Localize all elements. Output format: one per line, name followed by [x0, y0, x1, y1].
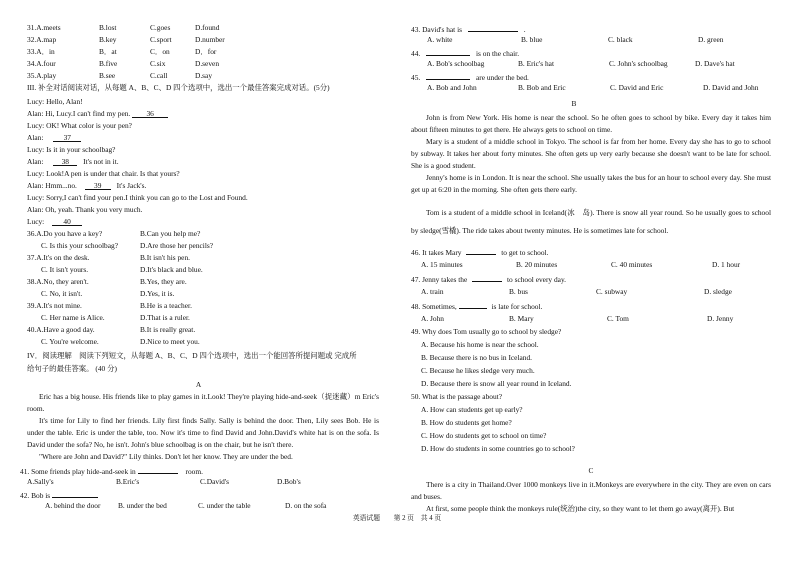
q42-stem: [20, 490, 98, 499]
dialogue-line-6: [27, 158, 119, 166]
dialogue-line-11: [27, 218, 82, 226]
dialogue-line-3: Lucy: OK! What color is your pen?: [27, 121, 132, 130]
dialogue-line-8-text: Alan: Hmm...no.: [27, 181, 77, 190]
q48-stem: [411, 301, 542, 310]
q43-stem-text: 43. David's hat is: [411, 25, 463, 34]
q47-option-c: C. subway: [596, 287, 628, 296]
q32-option-c: C.sport: [150, 35, 172, 44]
q45-option-b: B. Bob and Eric: [518, 83, 566, 92]
q37-option-b: B.It isn't his pen.: [140, 253, 190, 262]
q50-option-d: D. How do students in some countries go to school?: [421, 444, 575, 453]
page-footer: 英语试题 第 2 页 共 4 页: [352, 515, 442, 522]
q46-option-a: A. 15 minutes: [421, 260, 463, 269]
q43-option-b: B. blue: [521, 35, 543, 44]
q50-option-c: C. How do students get to school on time?: [421, 431, 547, 440]
dialogue-line-6-text: Alan:: [27, 157, 44, 166]
passage-c-paragraph-2: At first, some people think the monkeys rule(统治)the city, so they want to let them go away(离开). But: [426, 504, 735, 513]
q31-option-a: 31.A.meets: [27, 23, 61, 32]
q43-option-c: C. black: [608, 35, 633, 44]
q41-option-c: C.David's: [200, 477, 230, 486]
q41-option-b: B.Eric's: [116, 477, 140, 486]
q42-option-d: D. on the sofa: [285, 501, 327, 510]
q47-option-b: B. bus: [509, 287, 528, 296]
q45-stem-tail: are under the bed.: [475, 73, 529, 82]
q34-option-a: 34.A.four: [27, 59, 56, 68]
q40-option-d: D.Nice to meet you.: [140, 337, 200, 346]
passage-b-paragraph-3: Jenny's home is in London. It is near the school. She usually takes the bus for an hour to school every day. She must get up at 6:20 in the morning. She often gets there early.: [411, 173, 771, 194]
q49-stem: 49. Why does Tom usually go to school by sledge?: [411, 327, 562, 336]
blank-36[interactable]: 36: [132, 110, 168, 118]
q48-blank[interactable]: [459, 301, 487, 309]
dialogue-line-10: Alan: Oh, yeah. Thank you very much.: [27, 205, 143, 214]
q41-option-a: A.Sally's: [27, 477, 54, 486]
q38-option-b: B.Yes, they are.: [140, 277, 187, 286]
q36-option-c: C. Is this your schoolbag?: [41, 241, 118, 250]
q45-option-a: A. Bob and John: [427, 83, 477, 92]
dialogue-line-6-tail: It's not in it.: [83, 157, 119, 166]
q44-stem-tail: is on the chair.: [475, 49, 520, 58]
dialogue-line-5: Lucy: Is it in your schoolbag?: [27, 145, 116, 154]
q45-option-c: C. David and Eric: [610, 83, 664, 92]
q39-option-b: B.He is a teacher.: [140, 301, 192, 310]
dialogue-line-7: Lucy: Look!A pen is under that chair. Is that yours?: [27, 169, 180, 178]
q45-stem: [411, 72, 529, 81]
passage-b-paragraph-4: Tom is a student of a middle school in Iceland(冰 岛). There is snow all year round. So he usually goes to school by sledge(雪橇). The ride takes about twenty minutes. He is sometimes late for school.: [411, 208, 771, 235]
q49-option-a: A. Because his home is near the school.: [421, 340, 539, 349]
dialogue-line-4: [27, 134, 81, 142]
q32-option-a: 32.A.map: [27, 35, 57, 44]
q39-option-a: 39.A.It's not mine.: [27, 301, 82, 310]
passage-a-paragraph-3: "Where are John and David?" Lily thinks. Don't let her know. They are under the bed.: [39, 452, 293, 461]
passage-c-title: C: [588, 466, 594, 475]
q36-option-d: D.Are those her pencils?: [140, 241, 214, 250]
passage-a-paragraph-1: Eric has a big house. His friends like to play games in it.Look! They're playing hide-and-seek（捉迷藏）m Eric's room.: [27, 392, 379, 413]
q42-blank[interactable]: [52, 490, 98, 498]
q40-option-a: 40.A.Have a good day.: [27, 325, 95, 334]
q44-stem: [411, 48, 519, 57]
q45-option-d: D. David and John: [703, 83, 759, 92]
q49-option-d: D. Because there is snow all year round in Iceland.: [421, 379, 572, 388]
dialogue-line-2: [27, 110, 168, 118]
q38-option-a: 38.A.No, they aren't.: [27, 277, 89, 286]
q34-option-b: B.five: [99, 59, 118, 68]
q39-option-c: C. Her name is Alice.: [41, 313, 105, 322]
q49-option-b: B. Because there is no bus in Iceland.: [421, 353, 533, 362]
q50-option-b: B. How do students get home?: [421, 418, 512, 427]
section4-heading-line2: 给句子的最佳答案。 (40 分): [27, 364, 117, 373]
q44-stem-text: 44.: [411, 49, 421, 58]
q33-option-c: C．on: [150, 47, 170, 56]
q49-option-c: C. Because he likes sledge very much.: [421, 366, 535, 375]
q47-stem: [411, 274, 566, 283]
q31-option-b: B.lost: [99, 23, 117, 32]
dialogue-line-8: [27, 182, 146, 190]
q43-stem: [411, 24, 526, 33]
q40-option-c: C. You're welcome.: [41, 337, 99, 346]
q42-stem-text: 42. Bob is: [20, 491, 51, 500]
q47-stem-tail: to school every day.: [506, 275, 567, 284]
q42-option-c: C. under the table: [198, 501, 251, 510]
q48-option-a: A. John: [421, 314, 444, 323]
q44-option-b: B. Eric's hat: [518, 59, 555, 68]
q33-option-a: 33.A．in: [27, 47, 55, 56]
section3-heading: III. 补全对话阅读对话，从每题 A、B、C、D 四个选项中，选出一个最佳答案完成对话。(5分): [27, 83, 330, 92]
q35-option-b: B.see: [99, 71, 116, 80]
q47-option-d: D. sledge: [704, 287, 732, 296]
q46-option-c: C. 40 minutes: [611, 260, 653, 269]
q41-option-d: D.Bob's: [277, 477, 301, 486]
q45-stem-text: 45.: [411, 73, 421, 82]
q46-option-d: D. 1 hour: [712, 260, 741, 269]
q47-stem-text: 47. Jenny takes the: [411, 275, 468, 284]
q36-option-a: 36.A.Do you have a key?: [27, 229, 103, 238]
q43-blank[interactable]: [468, 24, 518, 32]
q46-stem: [411, 247, 548, 256]
q44-option-d: D. Dave's hat: [695, 59, 735, 68]
q41-stem: [20, 466, 203, 475]
q45-blank[interactable]: [426, 72, 470, 80]
passage-a-title: A: [195, 380, 202, 389]
blank-40[interactable]: 40: [52, 218, 82, 226]
q48-stem-tail: is late for school.: [491, 302, 543, 311]
q33-option-d: D．for: [195, 47, 217, 56]
q35-option-d: D.say: [195, 71, 213, 80]
q43-option-d: D. green: [698, 35, 724, 44]
dialogue-line-2-text: Alan: Hi, Lucy.I can't find my pen.: [27, 109, 131, 118]
q48-stem-text: 48. Sometimes,: [411, 302, 457, 311]
q39-option-d: D.That is a ruler.: [140, 313, 190, 322]
q32-option-d: D.number: [195, 35, 225, 44]
q44-option-a: A. Bob's schoolbag: [427, 59, 485, 68]
passage-b-paragraph-2: Mary is a student of a middle school in Tokyo. The school is far from her home. Every day she has to go to school by subway. It takes her about forty minutes. She often gets up very early because she doesn't want to be late for school. She is a good student.: [411, 137, 771, 170]
q32-option-b: B.key: [99, 35, 117, 44]
q47-option-a: A. train: [421, 287, 444, 296]
q37-option-d: D.It's black and blue.: [140, 265, 203, 274]
q50-stem: 50. What is the passage about?: [411, 392, 502, 401]
q41-stem-tail: room.: [185, 467, 203, 476]
q46-stem-tail: to get to school.: [501, 248, 549, 257]
section4-heading-line1: IV．阅读理解 阅读下列短文，从每题 A、B、C、D 四个选项中，选出一个能回答所提问题或 完成所: [27, 351, 357, 360]
dialogue-line-9: Lucy: Sorry,I can't find your pen.I think you can go to the Lost and Found.: [27, 193, 248, 202]
q46-option-b: B. 20 minutes: [516, 260, 558, 269]
q48-option-b: B. Mary: [509, 314, 534, 323]
q42-option-a: A. behind the door: [45, 501, 101, 510]
blank-38[interactable]: 38: [53, 158, 77, 166]
q34-option-c: C.six: [150, 59, 166, 68]
q42-option-b: B. under the bed: [118, 501, 167, 510]
q37-option-a: 37.A.It's on the desk.: [27, 253, 90, 262]
q41-blank[interactable]: [138, 466, 178, 474]
q44-blank[interactable]: [426, 48, 470, 56]
dialogue-line-8-tail: It's Jack's.: [116, 181, 147, 190]
q46-blank[interactable]: [466, 247, 496, 255]
q35-option-a: 35.A.play: [27, 71, 57, 80]
q31-option-c: C.goes: [150, 23, 171, 32]
q43-option-a: A. white: [427, 35, 453, 44]
q46-stem-text: 46. It takes Mary: [411, 248, 462, 257]
q33-option-b: B．at: [99, 47, 117, 56]
q50-option-a: A. How can students get up early?: [421, 405, 523, 414]
passage-b-paragraph-1: John is from New York. His home is near the school. So he often goes to school by bike. Every day it takes him about fifteen minutes to get there. He always gets to school on time.: [411, 113, 771, 134]
dialogue-line-11-text: Lucy:: [27, 217, 45, 226]
q44-option-c: C. John's schoolbag: [609, 59, 668, 68]
dialogue-line-1: Lucy: Hello, Alan!: [27, 97, 83, 106]
q38-option-c: C. No, it isn't.: [41, 289, 83, 298]
q41-stem-text: 41. Some friends play hide-and-seek in: [20, 467, 136, 476]
q31-option-d: D.found: [195, 23, 220, 32]
passage-c-paragraph-1: There is a city in Thailand.Over 1000 monkeys live in it.Monkeys are everywhere in the city. They are even on cars and buses.: [411, 480, 771, 501]
q38-option-d: D.Yes, it is.: [140, 289, 175, 298]
passage-a-paragraph-2: It's time for Lily to find her friends. Lily first finds Sally. Sally is behind the door. Then, Lily sees Bob. He is under the table. Eric is under the table, too. Now it's time to find David and John.David's white hat is on the sofa. Is David under the sofa? No, he isn't. John's blue schoolbag is on the chair, but he isn't there.: [27, 416, 379, 449]
q40-option-b: B.It is really great.: [140, 325, 196, 334]
q48-option-c: C. Tom: [607, 314, 629, 323]
blank-39[interactable]: 39: [85, 182, 111, 190]
q35-option-c: C.call: [150, 71, 168, 80]
q48-option-d: D. Jenny: [707, 314, 734, 323]
dialogue-line-4-text: Alan:: [27, 133, 44, 142]
q34-option-d: D.seven: [195, 59, 220, 68]
q47-blank[interactable]: [472, 274, 502, 282]
passage-b-title: B: [571, 99, 577, 108]
q37-option-c: C. It isn't yours.: [41, 265, 89, 274]
blank-37[interactable]: 37: [53, 134, 81, 142]
q36-option-b: B.Can you help me?: [140, 229, 201, 238]
q43-stem-tail: .: [523, 25, 526, 34]
